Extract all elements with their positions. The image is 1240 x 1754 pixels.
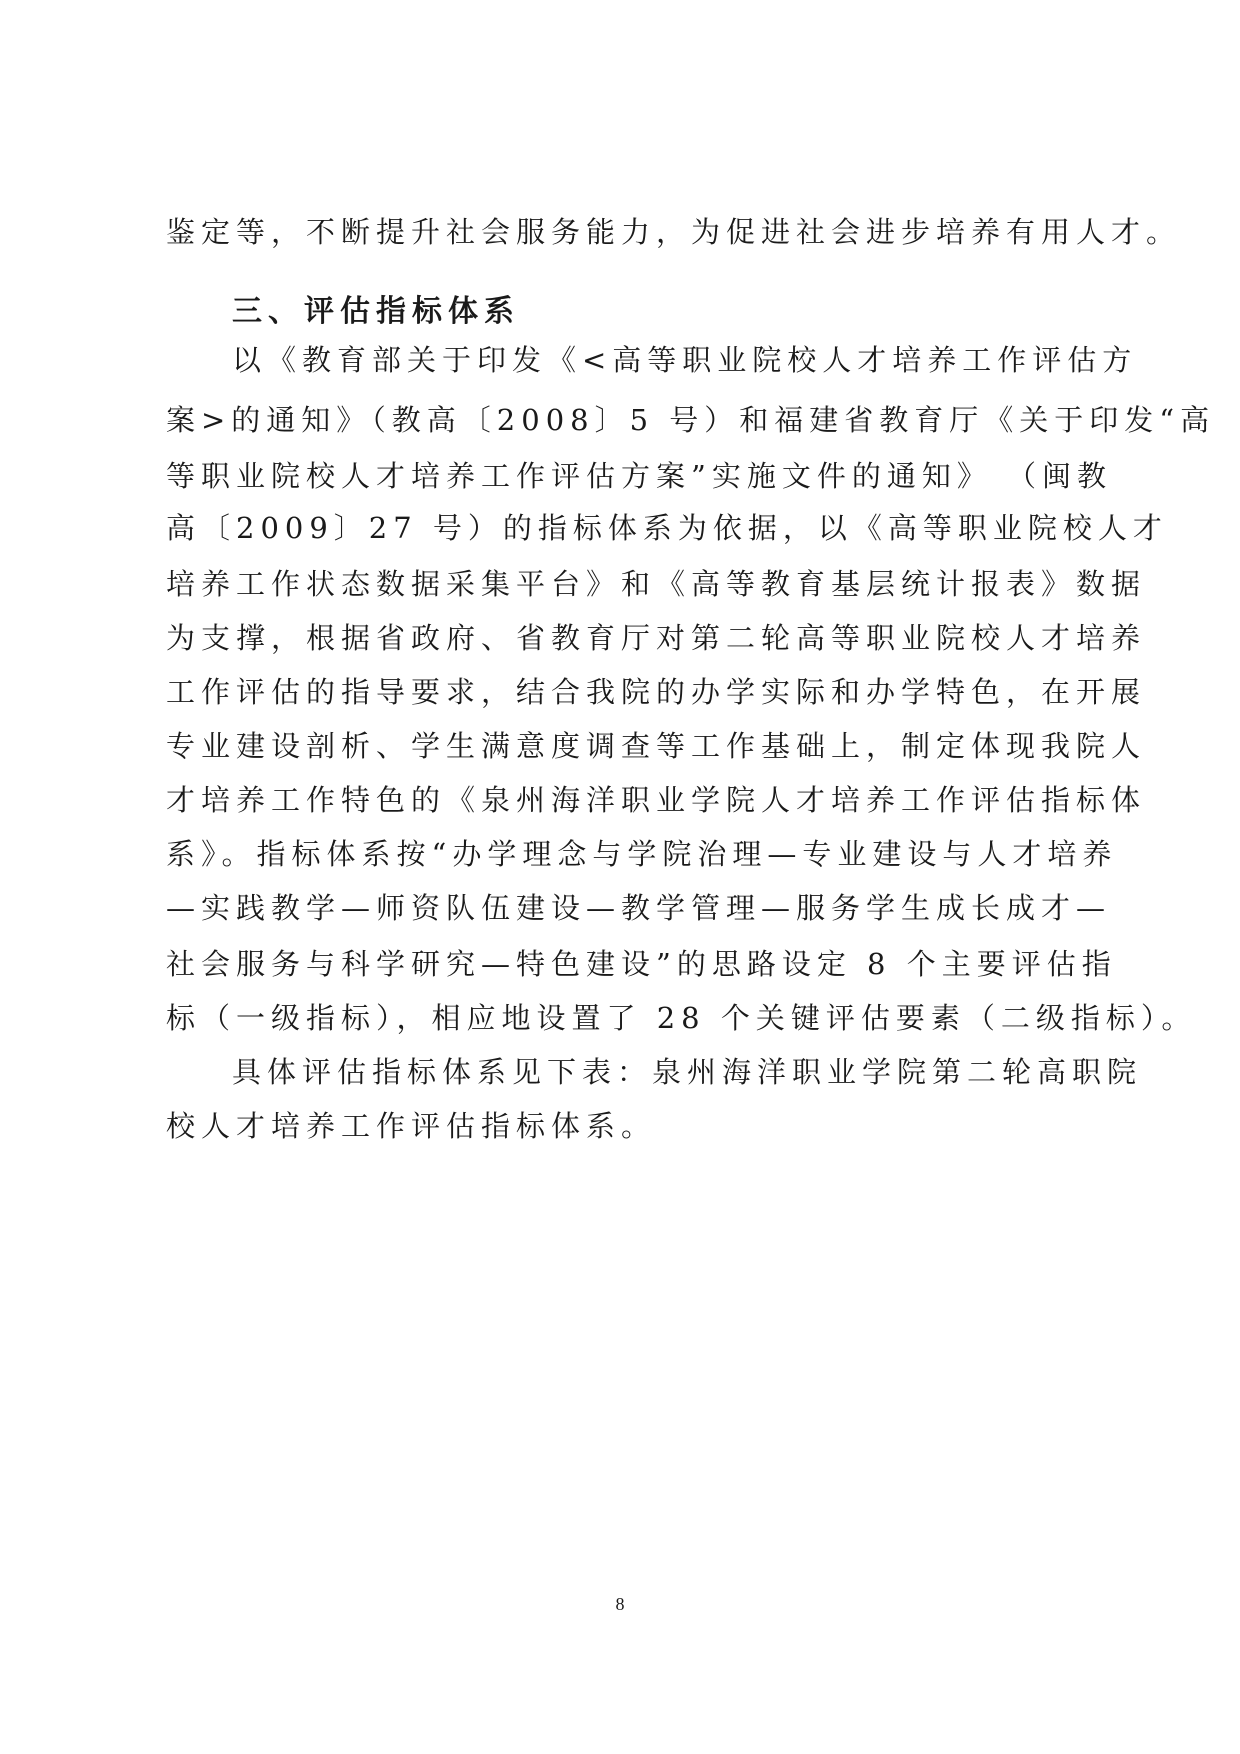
paragraph-1-line-7: 工作评估的指导要求，结合我院的办学实际和办学特色，在开展	[166, 675, 1147, 709]
page-number: 8	[615, 1594, 625, 1614]
paragraph-1-line-3: 等职业院校人才培养工作评估方案”实施文件的通知》 （闽教	[166, 459, 1113, 493]
paragraph-1-line-1: 以《教育部关于印发《<高等职业院校人才培养工作评估方	[232, 343, 1138, 377]
paragraph-1-line-10: 系》。指标体系按“办学理念与学院治理—专业建设与人才培养	[166, 837, 1118, 871]
paragraph-1-line-6: 为支撑，根据省政府、省教育厅对第二轮高等职业院校人才培养	[166, 621, 1147, 655]
paragraph-2-line-1: 具体评估指标体系见下表：泉州海洋职业学院第二轮高职院	[232, 1055, 1143, 1089]
paragraph-1-line-4: 高〔2009〕27 号）的指标体系为依据，以《高等职业院校人才	[166, 511, 1168, 545]
paragraph-2-line-2: 校人才培养工作评估指标体系。	[166, 1109, 657, 1143]
opening-line: 鉴定等，不断提升社会服务能力，为促进社会进步培养有用人才。	[166, 215, 1182, 249]
paragraph-1-line-12: 社会服务与科学研究—特色建设”的思路设定 8 个主要评估指	[166, 947, 1117, 981]
section-heading: 三、评估指标体系	[232, 294, 520, 329]
paragraph-1-line-8: 专业建设剖析、学生满意度调查等工作基础上，制定体现我院人	[166, 729, 1147, 763]
paragraph-1-line-5: 培养工作状态数据采集平台》和《高等教育基层统计报表》数据	[166, 567, 1147, 601]
paragraph-1-line-13: 标（一级指标），相应地设置了 28 个关键评估要素（二级指标）。	[166, 1001, 1197, 1035]
paragraph-1-line-9: 才培养工作特色的《泉州海洋职业学院人才培养工作评估指标体	[166, 783, 1147, 817]
paragraph-1-line-11: —实践教学—师资队伍建设—教学管理—服务学生成长成才—	[166, 891, 1112, 925]
paragraph-1-line-2: 案>的通知》（教高〔2008〕5 号）和福建省教育厅《关于印发“高	[166, 403, 1216, 437]
